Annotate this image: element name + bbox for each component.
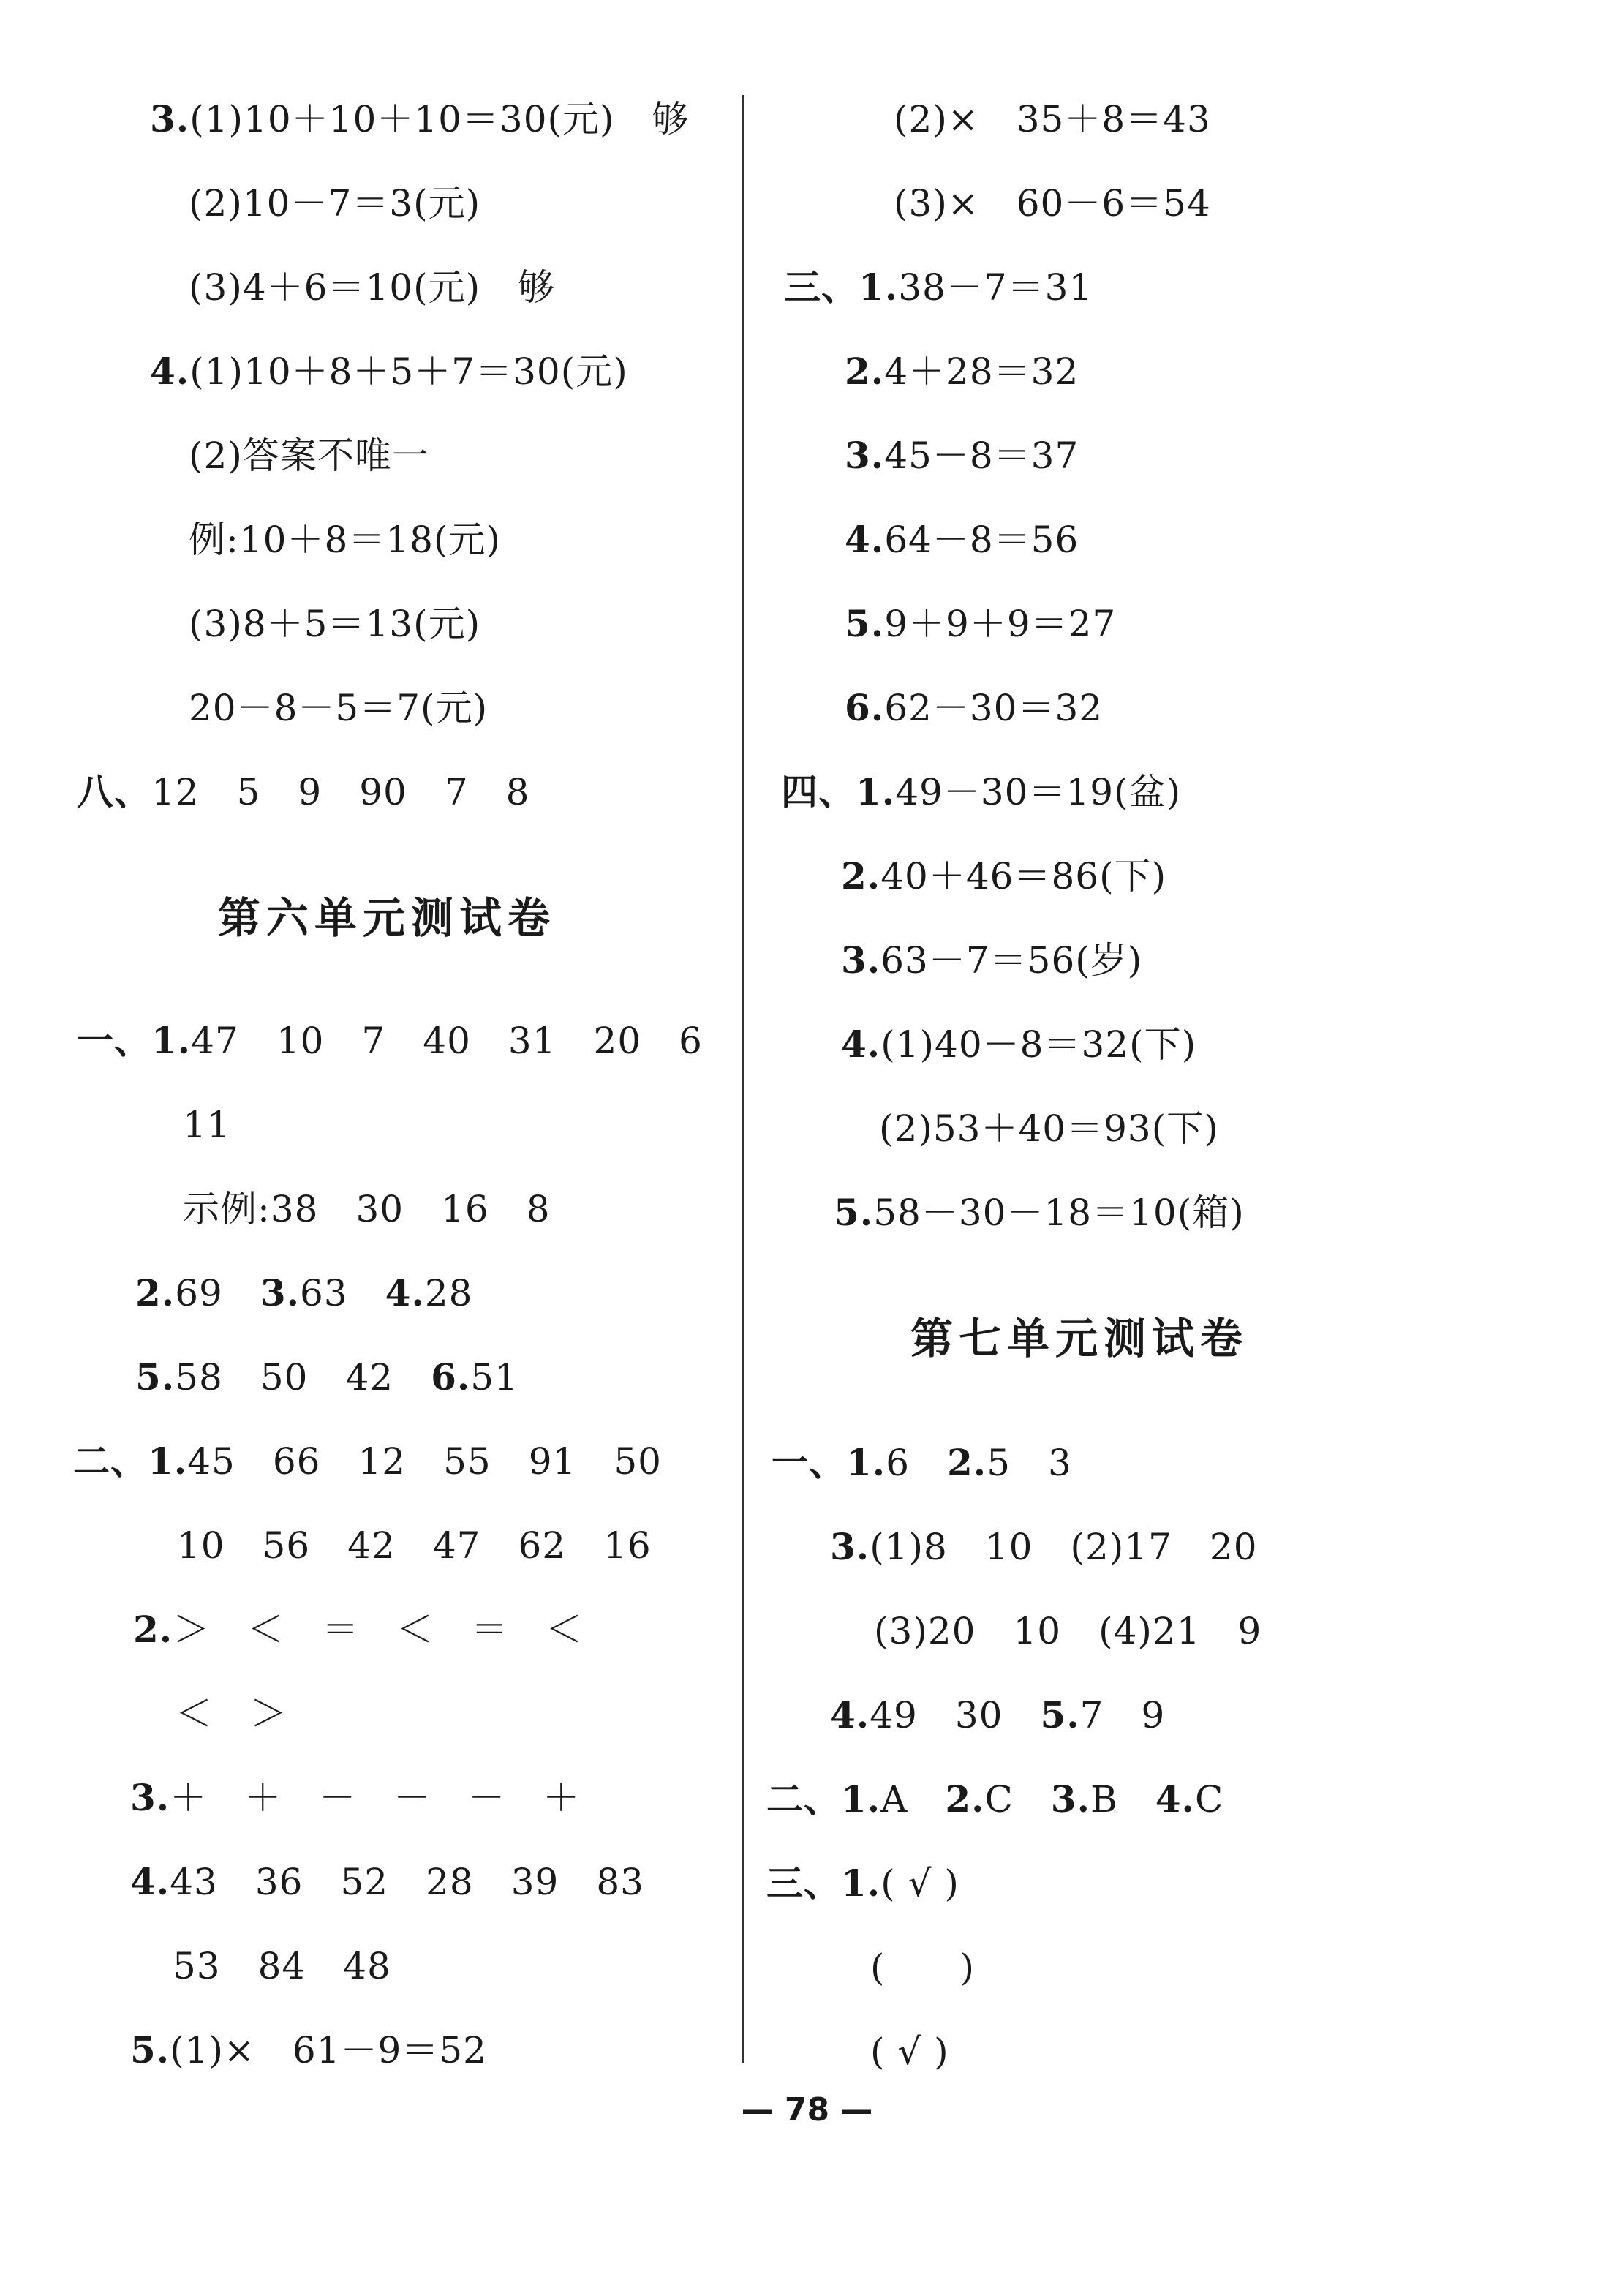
- left-line-6: 例:10＋8＝18(元): [189, 519, 501, 561]
- section-heading-unit7: 第七单元测试卷: [910, 1314, 1249, 1363]
- left-line-12: 示例:38 30 16 8: [183, 1188, 551, 1230]
- left-line-2: (2)10－7＝3(元): [189, 182, 481, 225]
- left-line-8: 20－8－5＝7(元): [189, 687, 489, 729]
- left-line-7: (3)8＋5＝13(元): [189, 603, 481, 645]
- right-line-21: ( ): [870, 1946, 976, 1989]
- right-line-3: 三、1.38－7＝31: [784, 266, 1093, 309]
- left-line-11: 11: [183, 1104, 231, 1146]
- right-line-10: 2.40＋46＝86(下): [841, 854, 1167, 897]
- right-line-4: 2.4＋28＝32: [845, 350, 1079, 393]
- left-line-13: 2.69 3.63 4.28: [135, 1271, 473, 1314]
- page-number: — 78 —: [741, 2091, 873, 2128]
- left-line-18: ＜ ＞: [176, 1693, 287, 1735]
- right-line-13: (2)53＋40＝93(下): [879, 1107, 1219, 1150]
- right-line-22: ( √ ): [870, 2030, 949, 2073]
- left-line-14: 5.58 50 42 6.51: [135, 1355, 518, 1399]
- left-line-4: 4.(1)10＋8＋5＋7＝30(元): [150, 350, 628, 393]
- left-line-15: 二、1.45 66 12 55 91 50: [73, 1439, 662, 1483]
- right-line-17: (3)20 10 (4)21 9: [874, 1610, 1262, 1652]
- column-divider: [742, 95, 744, 2063]
- left-line-19: 3.＋ ＋ － － － ＋: [130, 1776, 581, 1819]
- left-line-1: 3.(1)10＋10＋10＝30(元) 够: [150, 97, 690, 140]
- right-line-11: 3.63－7＝56(岁): [841, 938, 1143, 982]
- right-line-6: 4.64－8＝56: [845, 518, 1079, 561]
- left-line-10: 一、1.47 10 7 40 31 20 6: [77, 1019, 703, 1062]
- right-line-14: 5.58－30－18＝10(箱): [834, 1191, 1245, 1234]
- left-line-5: (2)答案不唯一: [189, 434, 429, 477]
- right-line-9: 四、1.49－30＝19(盆): [781, 770, 1182, 813]
- right-line-16: 3.(1)8 10 (2)17 20: [830, 1525, 1258, 1568]
- left-line-16: 10 56 42 47 62 16: [177, 1524, 652, 1567]
- right-line-1: (2)× 35＋8＝43: [894, 98, 1211, 140]
- left-line-3: (3)4＋6＝10(元) 够: [189, 266, 556, 309]
- section-heading-unit6: 第六单元测试卷: [218, 893, 557, 943]
- left-line-20: 4.43 36 52 28 39 83: [130, 1860, 644, 1903]
- left-line-17: 2.＞ ＜ ＝ ＜ ＝ ＜: [133, 1608, 584, 1651]
- right-line-19: 二、1.A 2.C 3.B 4.C: [766, 1777, 1224, 1821]
- left-line-21: 53 84 48: [173, 1945, 391, 1987]
- left-line-22: 5.(1)× 61－9＝52: [130, 2028, 487, 2071]
- right-line-2: (3)× 60－6＝54: [894, 182, 1211, 225]
- right-line-15: 一、1.6 2.5 3: [772, 1441, 1072, 1484]
- right-line-7: 5.9＋9＋9＝27: [845, 602, 1117, 645]
- right-line-18: 4.49 30 5.7 9: [830, 1693, 1166, 1736]
- left-line-9: 八、12 5 9 90 7 8: [77, 770, 530, 813]
- right-line-5: 3.45－8＝37: [845, 434, 1079, 477]
- right-line-20: 三、1.( √ ): [766, 1862, 959, 1905]
- right-line-12: 4.(1)40－8＝32(下): [841, 1023, 1197, 1066]
- right-line-8: 6.62－30＝32: [845, 686, 1104, 729]
